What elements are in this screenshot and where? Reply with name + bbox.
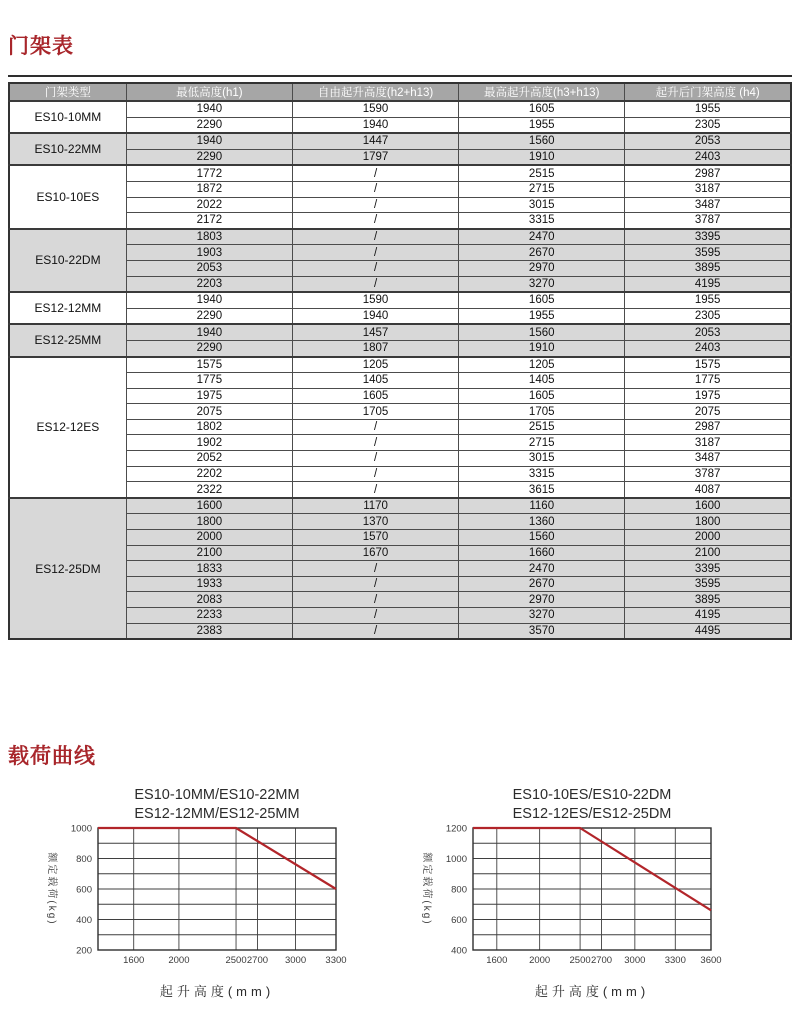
table-cell: 1940 — [126, 133, 292, 149]
x-tick-label: 3600 — [700, 955, 722, 966]
table-cell: 3595 — [625, 245, 791, 261]
table-cell: 4087 — [625, 482, 791, 498]
table-cell: 2715 — [459, 181, 625, 197]
table-row — [9, 451, 791, 467]
table-cell: 2305 — [625, 308, 791, 324]
table-cell: 2715 — [459, 435, 625, 451]
table-cell: / — [292, 213, 458, 229]
table-cell: 3570 — [459, 623, 625, 639]
table-cell: 1955 — [625, 101, 791, 117]
table-cell: 2100 — [625, 545, 791, 561]
model-cell: ES10-22MM — [9, 133, 126, 165]
table-cell: 2075 — [625, 404, 791, 420]
table-cell: 2322 — [126, 482, 292, 498]
table-cell: 2403 — [625, 149, 791, 165]
table-row — [9, 404, 791, 420]
table-cell: 1800 — [126, 514, 292, 530]
table-cell: 1975 — [625, 388, 791, 404]
table-cell: 2670 — [459, 576, 625, 592]
table-cell: 4495 — [625, 623, 791, 639]
table-cell: 3395 — [625, 561, 791, 577]
table-cell: 3895 — [625, 592, 791, 608]
table-cell: 3187 — [625, 435, 791, 451]
plot-area — [36, 824, 366, 970]
table-cell: 1955 — [459, 308, 625, 324]
table-cell: 3315 — [459, 213, 625, 229]
y-axis-label: 额定载荷(kg) — [46, 852, 57, 926]
table-cell: 1205 — [292, 357, 458, 373]
y-tick-label: 600 — [451, 915, 467, 926]
column-header: 最高起升高度(h3+h13) — [459, 83, 625, 101]
table-cell: / — [292, 181, 458, 197]
table-cell: 2053 — [625, 324, 791, 340]
table-cell: 2290 — [126, 340, 292, 356]
table-cell: 1605 — [459, 292, 625, 308]
y-tick-label: 1000 — [445, 854, 467, 865]
table-cell: 2987 — [625, 419, 791, 435]
model-cell: ES12-25MM — [9, 324, 126, 356]
table-cell: 1940 — [292, 308, 458, 324]
table-cell: 2515 — [459, 419, 625, 435]
table-row — [9, 197, 791, 213]
table-row — [9, 117, 791, 133]
table-cell: / — [292, 229, 458, 245]
table-cell: 1405 — [292, 373, 458, 389]
model-cell: ES10-22DM — [9, 229, 126, 292]
table-cell: / — [292, 435, 458, 451]
table-cell: 1910 — [459, 340, 625, 356]
table-cell: 1170 — [292, 498, 458, 514]
table-cell: 2100 — [126, 545, 292, 561]
table-row — [9, 498, 791, 514]
table-cell: 1955 — [459, 117, 625, 133]
table-cell: 1360 — [459, 514, 625, 530]
table-row — [9, 419, 791, 435]
column-header: 门架类型 — [9, 83, 126, 101]
table-cell: 1807 — [292, 340, 458, 356]
table-cell: 2172 — [126, 213, 292, 229]
table-cell: 2383 — [126, 623, 292, 639]
y-tick-label: 400 — [76, 915, 92, 926]
y-tick-label: 1000 — [70, 824, 92, 835]
table-cell: 1560 — [459, 324, 625, 340]
table-cell: 1940 — [126, 101, 292, 117]
y-tick-label: 1200 — [445, 824, 467, 835]
table-row — [9, 165, 791, 181]
table-cell: 3315 — [459, 466, 625, 482]
table-row — [9, 545, 791, 561]
table-cell: 3487 — [625, 197, 791, 213]
table-cell: 1975 — [126, 388, 292, 404]
table-cell: 1605 — [292, 388, 458, 404]
table-cell: 3787 — [625, 213, 791, 229]
table-cell: 1833 — [126, 561, 292, 577]
table-cell: 1590 — [292, 101, 458, 117]
table-cell: 2515 — [459, 165, 625, 181]
table-cell: 2970 — [459, 260, 625, 276]
y-tick-label: 800 — [76, 854, 92, 865]
table-cell: 3270 — [459, 608, 625, 624]
x-tick-label: 3000 — [284, 955, 307, 966]
table-cell: 1872 — [126, 181, 292, 197]
y-tick-label: 400 — [451, 945, 467, 957]
table-cell: / — [292, 165, 458, 181]
table-cell: / — [292, 260, 458, 276]
table-cell: 1803 — [126, 229, 292, 245]
mast-table — [8, 82, 792, 640]
table-cell: 1940 — [292, 117, 458, 133]
table-cell: / — [292, 608, 458, 624]
load-chart-mm — [36, 786, 366, 1000]
table-row — [9, 133, 791, 149]
model-cell: ES10-10MM — [9, 101, 126, 133]
table-row — [9, 260, 791, 276]
table-row — [9, 292, 791, 308]
table-cell: 1775 — [625, 373, 791, 389]
table-cell: 2053 — [625, 133, 791, 149]
table-cell: / — [292, 623, 458, 639]
plot-area — [411, 824, 741, 970]
table-cell: 2000 — [126, 530, 292, 546]
table-cell: 3615 — [459, 482, 625, 498]
table-cell: 3787 — [625, 466, 791, 482]
x-tick-label: 3300 — [325, 955, 347, 966]
x-tick-label: 2700 — [246, 955, 269, 966]
x-tick-label: 3000 — [624, 955, 646, 966]
table-cell: 3395 — [625, 229, 791, 245]
table-cell: 1660 — [459, 545, 625, 561]
table-row — [9, 101, 791, 117]
table-row — [9, 530, 791, 546]
table-cell: 1772 — [126, 165, 292, 181]
table-cell: 2987 — [625, 165, 791, 181]
y-tick-label: 800 — [451, 884, 467, 896]
column-header: 最低高度(h1) — [126, 83, 292, 101]
table-cell: 3487 — [625, 451, 791, 467]
table-cell: 1940 — [126, 292, 292, 308]
y-tick-label: 200 — [76, 945, 92, 957]
table-cell: 1447 — [292, 133, 458, 149]
table-cell: 3187 — [625, 181, 791, 197]
table-cell: 1600 — [625, 498, 791, 514]
table-cell: 1705 — [292, 404, 458, 420]
table-cell: 1940 — [126, 324, 292, 340]
table-cell: 2305 — [625, 117, 791, 133]
x-tick-label: 3300 — [664, 955, 686, 966]
table-cell: 1457 — [292, 324, 458, 340]
table-cell: 2403 — [625, 340, 791, 356]
model-cell: ES12-12ES — [9, 357, 126, 498]
table-cell: 1902 — [126, 435, 292, 451]
table-row — [9, 308, 791, 324]
table-cell: 2470 — [459, 561, 625, 577]
y-tick-label: 600 — [76, 884, 92, 896]
table-row — [9, 388, 791, 404]
model-cell: ES12-12MM — [9, 292, 126, 324]
table-cell: 1800 — [625, 514, 791, 530]
table-cell: 1910 — [459, 149, 625, 165]
header-row — [9, 83, 791, 101]
table-cell: 3595 — [625, 576, 791, 592]
table-cell: 3895 — [625, 260, 791, 276]
table-cell: 1560 — [459, 530, 625, 546]
table-cell: 1600 — [126, 498, 292, 514]
table-cell: 2083 — [126, 592, 292, 608]
table-cell: 1670 — [292, 545, 458, 561]
table-cell: 2670 — [459, 245, 625, 261]
table-row — [9, 482, 791, 498]
table-cell: 1160 — [459, 498, 625, 514]
table-row — [9, 592, 791, 608]
table-cell: 1605 — [459, 388, 625, 404]
table-cell: 2202 — [126, 466, 292, 482]
table-cell: 2053 — [126, 260, 292, 276]
x-axis-label: 起升高度(mm) — [159, 984, 275, 999]
table-cell: 1605 — [459, 101, 625, 117]
load-chart-es-dm — [411, 786, 741, 1000]
table-cell: / — [292, 451, 458, 467]
table-row — [9, 466, 791, 482]
table-cell: 2290 — [126, 117, 292, 133]
mast-table-title: 门架表 — [8, 35, 74, 58]
table-row — [9, 357, 791, 373]
x-tick-label: 2700 — [590, 955, 613, 966]
table-row — [9, 324, 791, 340]
chart-title: ES10-10MM/ES10-22MM ES12-12MM/ES12-25MM — [134, 787, 300, 822]
table-cell: 1575 — [126, 357, 292, 373]
table-cell: 1370 — [292, 514, 458, 530]
table-cell: / — [292, 576, 458, 592]
x-tick-label: 2000 — [529, 955, 551, 966]
table-cell: 3270 — [459, 276, 625, 292]
table-row — [9, 373, 791, 389]
table-row — [9, 608, 791, 624]
column-header: 自由起升高度(h2+h13) — [292, 83, 458, 101]
table-cell: / — [292, 276, 458, 292]
column-header: 起升后门架高度 (h4) — [625, 83, 791, 101]
x-axis-label: 起升高度(mm) — [534, 984, 650, 999]
table-cell: 2233 — [126, 608, 292, 624]
table-cell: 1570 — [292, 530, 458, 546]
table-row — [9, 514, 791, 530]
table-cell: 1933 — [126, 576, 292, 592]
x-tick-label: 2500 — [225, 955, 247, 966]
table-row — [9, 561, 791, 577]
table-cell: 1705 — [459, 404, 625, 420]
table-cell: 2970 — [459, 592, 625, 608]
table-cell: 2203 — [126, 276, 292, 292]
table-cell: 2290 — [126, 308, 292, 324]
table-cell: 1590 — [292, 292, 458, 308]
table-cell: / — [292, 419, 458, 435]
table-cell: 2470 — [459, 229, 625, 245]
x-tick-label: 1600 — [123, 955, 145, 966]
table-cell: 1205 — [459, 357, 625, 373]
table-cell: 2052 — [126, 451, 292, 467]
table-cell: 1560 — [459, 133, 625, 149]
table-cell: 3015 — [459, 197, 625, 213]
table-cell: 2022 — [126, 197, 292, 213]
table-cell: 2075 — [126, 404, 292, 420]
table-row — [9, 213, 791, 229]
x-tick-label: 2000 — [168, 955, 190, 966]
table-cell: 1903 — [126, 245, 292, 261]
table-cell: 2000 — [625, 530, 791, 546]
table-cell: 1797 — [292, 149, 458, 165]
table-row — [9, 149, 791, 165]
table-cell: 1775 — [126, 373, 292, 389]
table-row — [9, 181, 791, 197]
table-cell: 1405 — [459, 373, 625, 389]
table-cell: / — [292, 197, 458, 213]
table-cell: 4195 — [625, 276, 791, 292]
table-row — [9, 229, 791, 245]
table-cell: 1802 — [126, 419, 292, 435]
table-cell: / — [292, 561, 458, 577]
table-row — [9, 435, 791, 451]
table-cell: / — [292, 245, 458, 261]
table-cell: / — [292, 466, 458, 482]
table-cell: 1575 — [625, 357, 791, 373]
table-row — [9, 623, 791, 639]
table-cell: 3015 — [459, 451, 625, 467]
x-tick-label: 2500 — [569, 955, 591, 966]
horizontal-rule — [8, 75, 792, 77]
y-axis-label: 额定载荷(kg) — [421, 852, 432, 926]
table-cell: 4195 — [625, 608, 791, 624]
table-cell: 2290 — [126, 149, 292, 165]
model-cell: ES10-10ES — [9, 165, 126, 228]
table-row — [9, 276, 791, 292]
model-cell: ES12-25DM — [9, 498, 126, 639]
load-curve-title: 载荷曲线 — [8, 745, 96, 768]
table-cell: / — [292, 482, 458, 498]
table-cell: / — [292, 592, 458, 608]
x-tick-label: 1600 — [486, 955, 508, 966]
table-row — [9, 340, 791, 356]
chart-title: ES10-10ES/ES10-22DM ES12-12ES/ES12-25DM — [512, 787, 672, 822]
table-row — [9, 245, 791, 261]
table-row — [9, 576, 791, 592]
table-cell: 1955 — [625, 292, 791, 308]
